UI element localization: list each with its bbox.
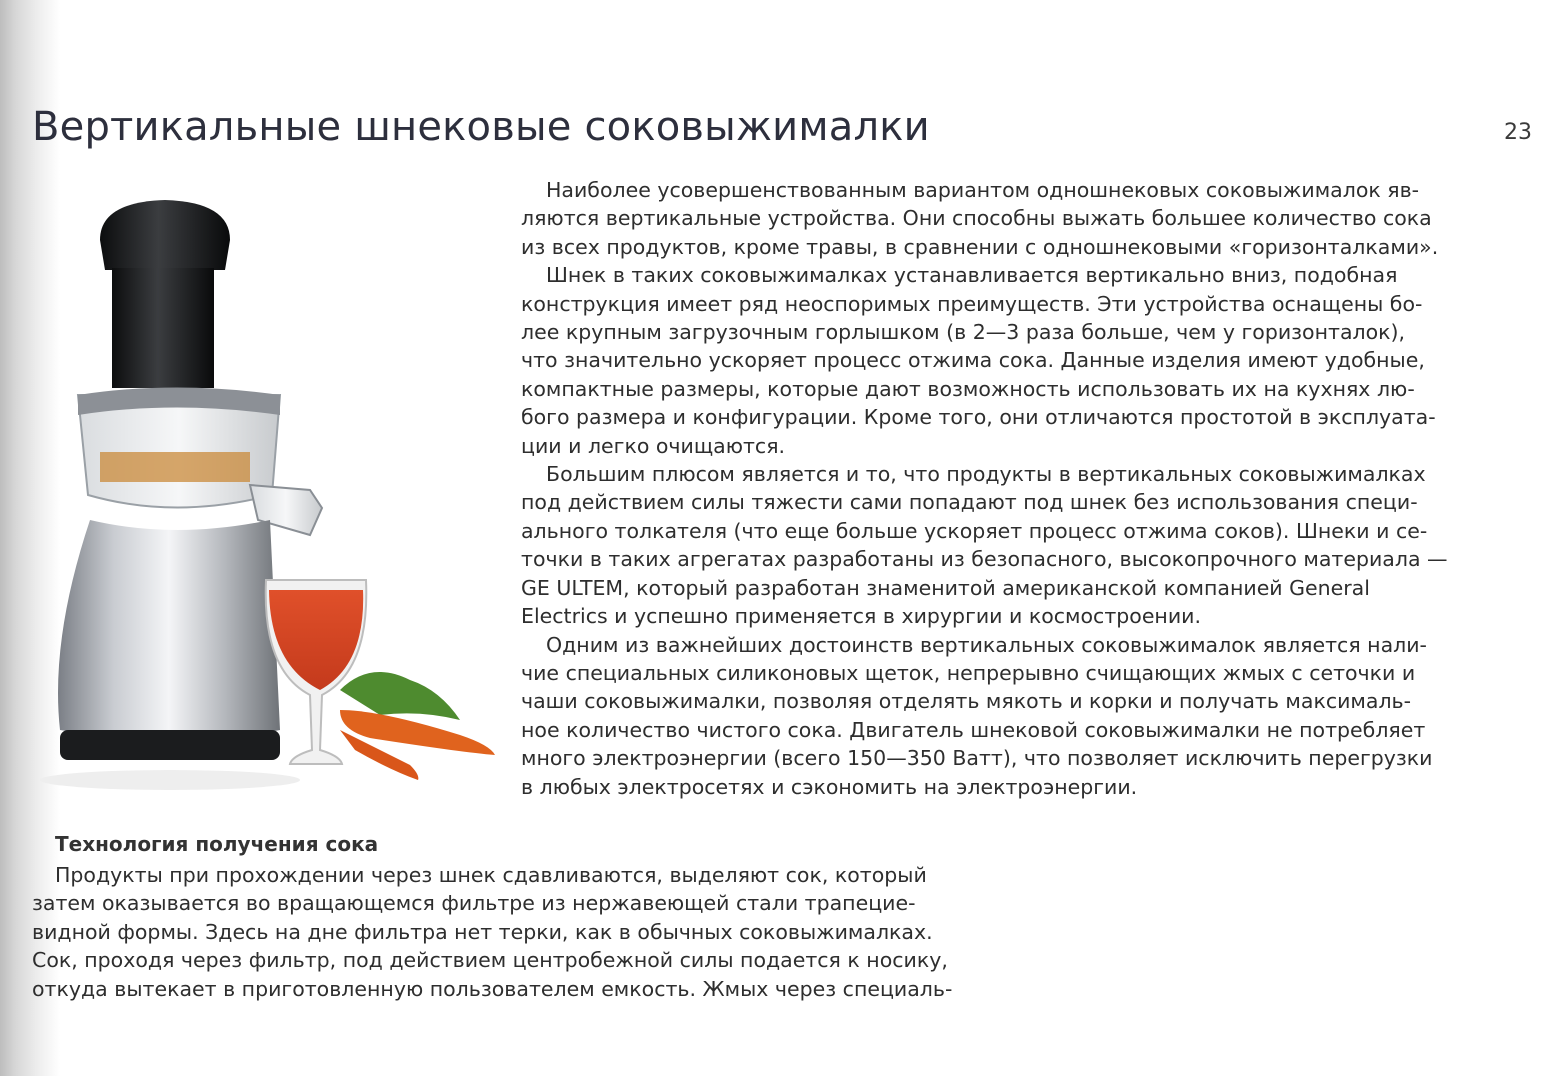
technology-text [32, 861, 982, 1003]
juicer-bowl [78, 395, 280, 508]
tech-line: Сок, проходя через фильтр, под действием центробежной силы подается к носику, [32, 948, 948, 973]
body-line: бого размера и конфигурации. Кроме того, они отличаются простотой в эксплуата- [521, 405, 1436, 430]
body-line: Шнек в таких соковыжималках устанавливается вертикально вниз, подобная [546, 263, 1398, 288]
tech-line: видной формы. Здесь на дне фильтра нет терки, как в обычных соковыжималках. [32, 919, 933, 944]
tech-line: затем оказывается во вращающемся фильтре из нержавеющей стали трапецие- [32, 891, 916, 916]
page-number: 23 [1504, 120, 1532, 145]
section-heading: Технология получения сока [55, 832, 379, 856]
juicer-lid [100, 200, 230, 270]
body-line: ального толкателя (что еще больше ускоряет процесс отжима соков). Шнеки и се- [521, 518, 1428, 543]
page-title: Вертикальные шнековые соковыжималки [32, 104, 930, 150]
body-line: ное количество чистого сока. Двигатель шнековой соковыжималки не потребляет [521, 717, 1426, 742]
body-line: GE ULTEM, который разработан знаменитой американской компанией General [521, 575, 1370, 600]
juicer-base [58, 520, 280, 740]
body-line: чаши соковыжималки, позволяя отделять мякоть и корки и получать максималь- [521, 689, 1412, 714]
body-line: Большим плюсом является и то, что продукты в вертикальных соковыжималках [546, 462, 1426, 487]
body-line: конструкция имеет ряд неоспоримых преимуществ. Эти устройства оснащены бо- [521, 291, 1423, 316]
body-line: в любых электросетях и сэкономить на электроэнергии. [521, 774, 1138, 799]
body-line: что значительно ускоряет процесс отжима сока. Данные изделия имеют удобные, [521, 348, 1425, 373]
body-line: Наиболее усовершенствованным вариантом одношнековых соковыжималок яв- [546, 178, 1420, 202]
juice [269, 590, 363, 690]
body-line: из всех продуктов, кроме травы, в сравнении с одношнековыми «горизонталками». [521, 234, 1439, 259]
body-line: ляются вертикальные устройства. Они способны выжать большее количество сока [521, 206, 1432, 231]
main-body-text [521, 176, 1481, 801]
body-line: ции и легко очищаются. [521, 433, 786, 458]
feed-chute [112, 268, 214, 388]
tech-line: Продукты при прохождении через шнек сдавливаются, выделяют сок, который [55, 863, 927, 887]
body-line: компактные размеры, которые дают возможность использовать их на кухнях лю- [521, 376, 1415, 401]
juicer-illustration [40, 190, 510, 810]
body-line: много электроэнергии (всего 150—350 Ватт), что позволяет исключить перегрузки [521, 746, 1433, 771]
body-line: Одним из важнейших достоинств вертикальных соковыжималок является нали- [546, 632, 1427, 657]
body-line: точки в таких агрегатах разработаны из безопасного, высокопрочного материала — [521, 547, 1448, 572]
tech-line: откуда вытекает в приготовленную пользователем емкость. Жмых через специаль- [32, 976, 953, 1001]
body-line: чие специальных силиконовых щеток, непрерывно счищающих жмых с сеточки и [521, 660, 1416, 685]
body-line: под действием силы тяжести сами попадают под шнек без использования специ- [521, 490, 1418, 515]
body-line: Electrics и успешно применяется в хирургии и космостроении. [521, 604, 1201, 629]
body-line: лее крупным загрузочным горлышком (в 2—3 раза больше, чем у горизонталок), [521, 320, 1406, 345]
